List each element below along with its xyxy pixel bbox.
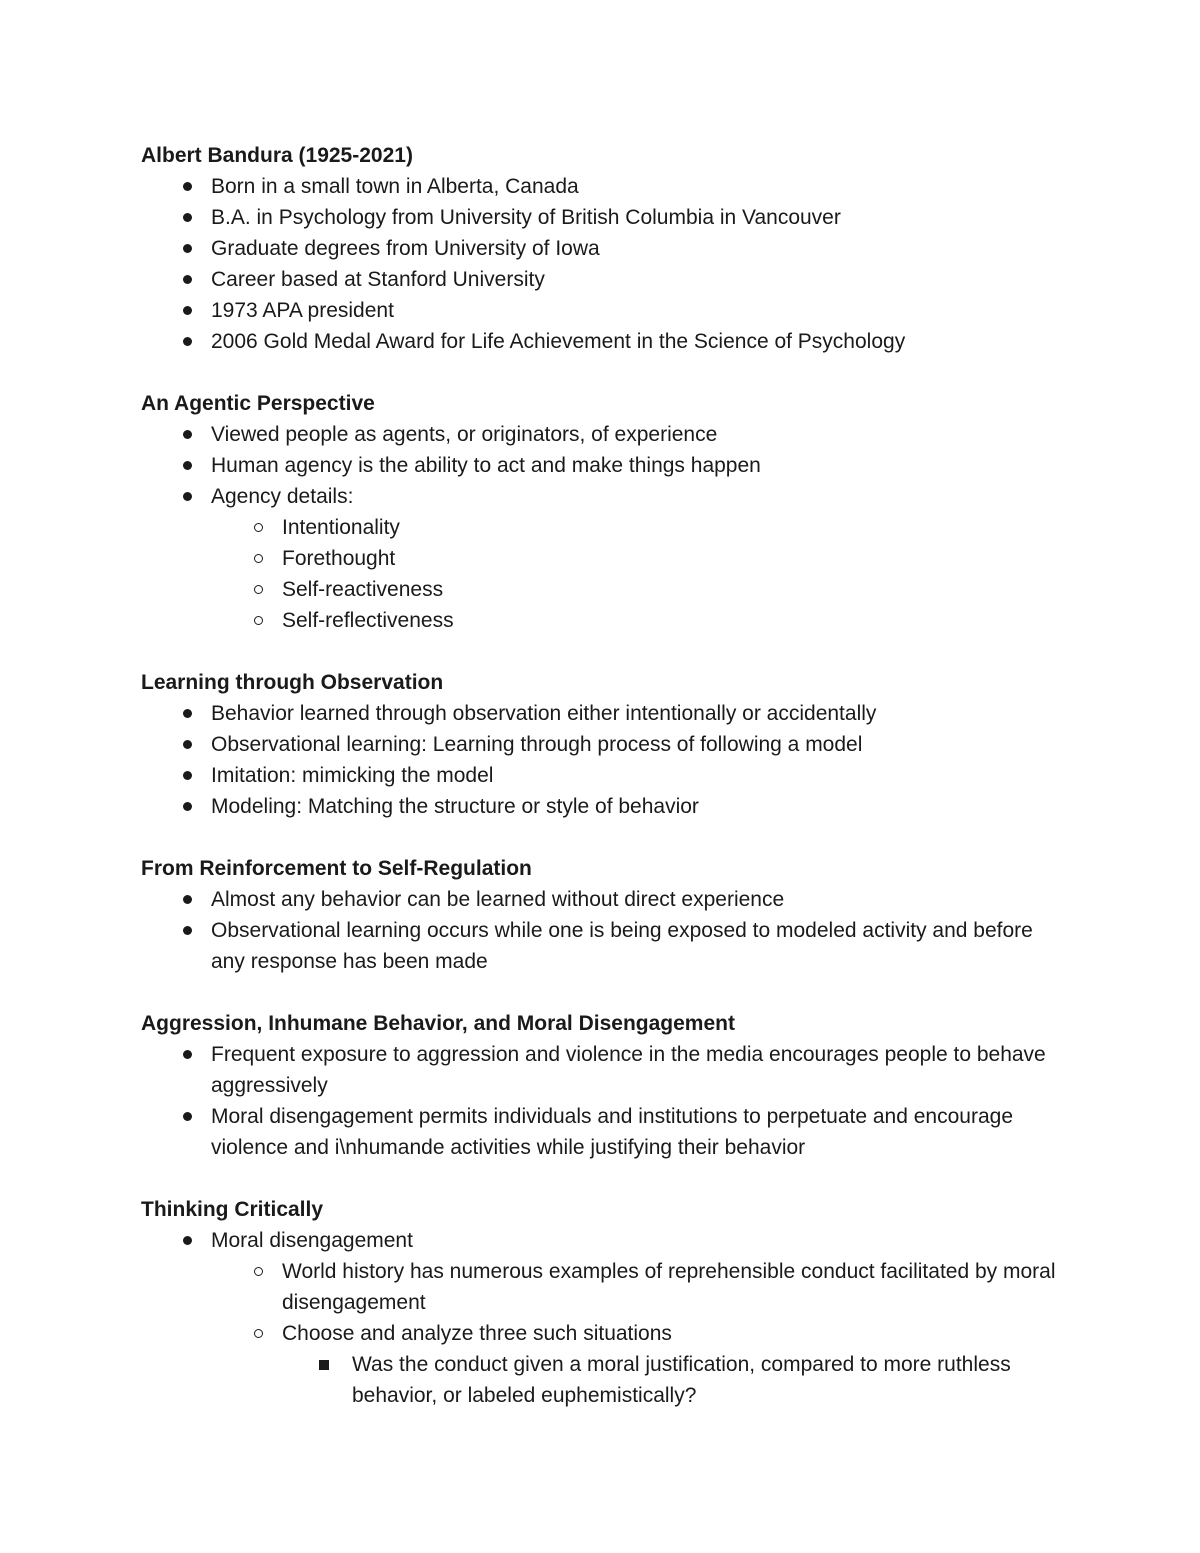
bullet-dot-icon: [177, 1225, 197, 1256]
section-heading: Aggression, Inhumane Behavior, and Moral Disengagement: [141, 1012, 735, 1035]
bullet-dot-icon: [177, 1101, 197, 1132]
list-item: [141, 295, 1071, 326]
list-item-text: Human agency is the ability to act and make things happen: [211, 454, 761, 477]
section-heading: Albert Bandura (1925-2021): [141, 144, 413, 167]
list-item-text: Career based at Stanford University: [211, 268, 545, 291]
sub-list-item: [141, 1318, 1071, 1349]
bullet-dot-icon: [177, 915, 197, 946]
bullet-circle-icon: [248, 574, 268, 605]
list-item: [141, 729, 1071, 760]
sub-list-item-text: Self-reflectiveness: [282, 609, 454, 632]
list-item-text: Agency details:: [211, 485, 354, 508]
list-item-text: Born in a small town in Alberta, Canada: [211, 175, 579, 198]
sub-sub-list-item-text: Was the conduct given a moral justification, compared to more ruthless behavior, or labeled euphemistically?: [352, 1353, 1011, 1407]
section-agentic-perspective: [141, 388, 1071, 636]
list-item: [141, 1225, 1071, 1256]
section-reinforcement-to-self-regulation: [141, 853, 1071, 977]
list-item-text: Graduate degrees from University of Iowa: [211, 237, 600, 260]
bullet-list: [141, 1039, 1071, 1163]
list-item: [141, 202, 1071, 233]
document-page: [141, 140, 1071, 1442]
sub-bullet-list: [141, 512, 1071, 636]
list-item-text: Imitation: mimicking the model: [211, 764, 494, 787]
list-item: [141, 326, 1071, 357]
list-item: [141, 233, 1071, 264]
bullet-dot-icon: [177, 698, 197, 729]
bullet-circle-icon: [248, 543, 268, 574]
section-heading: From Reinforcement to Self-Regulation: [141, 857, 532, 880]
section-heading: Learning through Observation: [141, 671, 444, 694]
bullet-list: [141, 1225, 1071, 1256]
list-item-text: Almost any behavior can be learned without direct experience: [211, 888, 785, 911]
bullet-list: [141, 884, 1071, 977]
bullet-circle-icon: [248, 512, 268, 543]
list-item-text: 1973 APA president: [211, 299, 394, 322]
list-item: [141, 698, 1071, 729]
list-item-text: Frequent exposure to aggression and violence in the media encourages people to behave aggressively: [211, 1043, 1046, 1097]
bullet-dot-icon: [177, 295, 197, 326]
bullet-dot-icon: [177, 884, 197, 915]
list-item-text: Modeling: Matching the structure or style of behavior: [211, 795, 699, 818]
list-item: [141, 884, 1071, 915]
bullet-list: [141, 171, 1071, 357]
bullet-circle-icon: [248, 1256, 268, 1287]
section-learning-through-observation: [141, 667, 1071, 822]
section-heading: Thinking Critically: [141, 1198, 324, 1221]
bullet-circle-icon: [248, 605, 268, 636]
sub-sub-list-item: [141, 1349, 1071, 1411]
bullet-dot-icon: [177, 791, 197, 822]
sub-bullet-list: [141, 1256, 1071, 1349]
sub-list-item: [141, 543, 1071, 574]
section-heading: An Agentic Perspective: [141, 392, 375, 415]
list-item: [141, 481, 1071, 512]
list-item: [141, 791, 1071, 822]
section-thinking-critically: [141, 1194, 1071, 1411]
list-item-text: Moral disengagement: [211, 1229, 413, 1252]
bullet-square-icon: [314, 1349, 334, 1380]
list-item-text: B.A. in Psychology from University of British Columbia in Vancouver: [211, 206, 841, 229]
bullet-dot-icon: [177, 481, 197, 512]
section-aggression-moral-disengagement: [141, 1008, 1071, 1163]
list-item-text: 2006 Gold Medal Award for Life Achievement in the Science of Psychology: [211, 330, 906, 353]
bullet-dot-icon: [177, 1039, 197, 1070]
bullet-dot-icon: [177, 419, 197, 450]
section-albert-bandura: [141, 140, 1071, 357]
list-item-text: Viewed people as agents, or originators, of experience: [211, 423, 718, 446]
list-item: [141, 1039, 1071, 1101]
bullet-dot-icon: [177, 729, 197, 760]
list-item: [141, 450, 1071, 481]
list-item-text: Observational learning: Learning through process of following a model: [211, 733, 863, 756]
bullet-dot-icon: [177, 760, 197, 791]
list-item-text: Moral disengagement permits individuals and institutions to perpetuate and encourage violence and i\nhumande activities while justifying their behavior: [211, 1105, 1013, 1159]
bullet-dot-icon: [177, 171, 197, 202]
sub-list-item: [141, 574, 1071, 605]
sub-list-item-text: World history has numerous examples of reprehensible conduct facilitated by moral disengagement: [282, 1260, 1056, 1314]
sub-list-item-text: Self-reactiveness: [282, 578, 444, 601]
sub-sub-bullet-list: [141, 1349, 1071, 1411]
bullet-dot-icon: [177, 450, 197, 481]
list-item-text: Observational learning occurs while one is being exposed to modeled activity and before any response has been made: [211, 919, 1033, 973]
list-item: [141, 1101, 1071, 1163]
sub-list-item: [141, 512, 1071, 543]
list-item: [141, 760, 1071, 791]
list-item: [141, 419, 1071, 450]
bullet-dot-icon: [177, 233, 197, 264]
bullet-list: [141, 419, 1071, 512]
list-item-text: Behavior learned through observation either intentionally or accidentally: [211, 702, 877, 725]
sub-list-item: [141, 605, 1071, 636]
sub-list-item-text: Forethought: [282, 547, 396, 570]
bullet-list: [141, 698, 1071, 822]
sub-list-item-text: Choose and analyze three such situations: [282, 1322, 672, 1345]
bullet-dot-icon: [177, 264, 197, 295]
bullet-dot-icon: [177, 326, 197, 357]
list-item: [141, 915, 1071, 977]
bullet-circle-icon: [248, 1318, 268, 1349]
list-item: [141, 264, 1071, 295]
bullet-dot-icon: [177, 202, 197, 233]
list-item: [141, 171, 1071, 202]
sub-list-item: [141, 1256, 1071, 1318]
sub-list-item-text: Intentionality: [282, 516, 400, 539]
